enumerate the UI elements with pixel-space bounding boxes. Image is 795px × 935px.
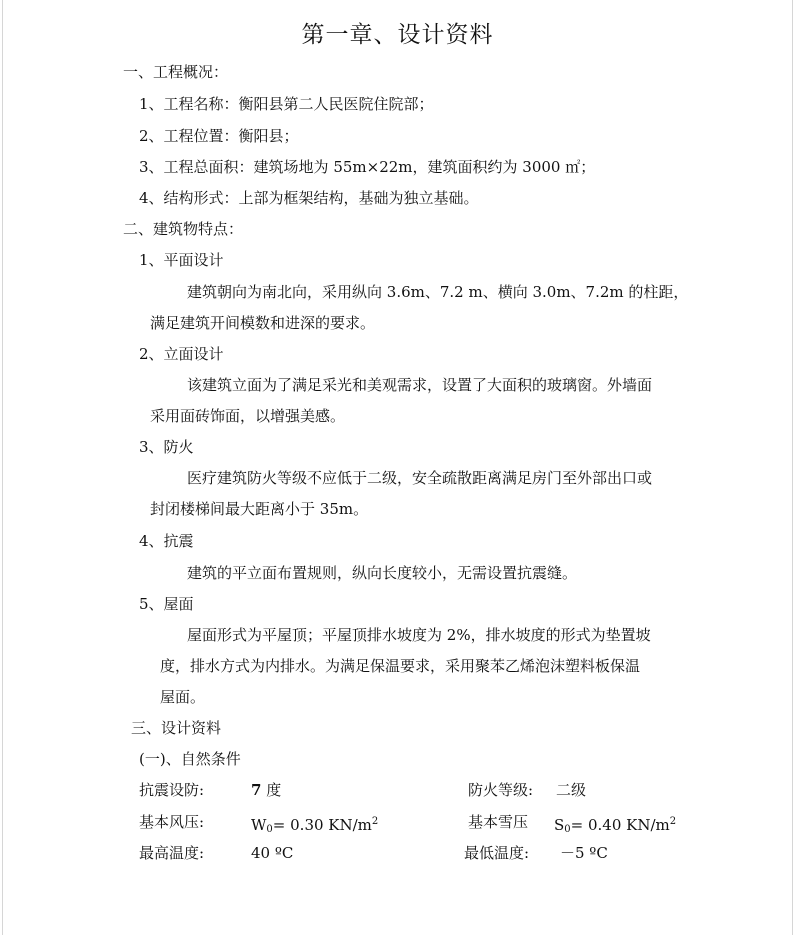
s2-sub1-paragraph-line-2: 满足建筑开间模数和进深的要求。 bbox=[150, 314, 376, 332]
seismic-label: 抗震设防: bbox=[139, 781, 205, 799]
s2-sub5-paragraph-line-1: 屋面形式为平屋顶；平屋顶排水坡度为 2%，排水坡度的形式为垫置坡 bbox=[187, 626, 651, 644]
snow-amount: = 0.40 KN/m bbox=[570, 816, 670, 834]
s2-sub4-heading: 4、抗震 bbox=[139, 532, 194, 550]
snow-subscript: 0 bbox=[564, 824, 571, 835]
snow-pressure-label: 基本雪压 bbox=[468, 813, 529, 831]
s1-item-3: 3、工程总面积：建筑场地为 55m×22m，建筑面积约为 3000 ㎡； bbox=[139, 158, 596, 176]
wind-superscript: 2 bbox=[371, 816, 379, 827]
chapter-title: 第一章、设计资料 bbox=[301, 22, 494, 48]
min-temperature-label: 最低温度: bbox=[464, 844, 530, 862]
s2-sub1-heading: 1、平面设计 bbox=[139, 251, 224, 269]
section-2-heading: 二、建筑物特点： bbox=[123, 220, 244, 238]
s2-sub5-heading: 5、屋面 bbox=[139, 595, 194, 613]
s2-sub4-paragraph-line-1: 建筑的平立面布置规则，纵向长度较小，无需设置抗震缝。 bbox=[187, 564, 578, 582]
section-3-heading: 三、设计资料 bbox=[131, 719, 222, 737]
wind-pressure-label: 基本风压: bbox=[139, 813, 205, 831]
fire-rating-label: 防火等级: bbox=[468, 781, 534, 799]
wind-amount: = 0.30 KN/m bbox=[272, 816, 372, 834]
seismic-unit: 度 bbox=[266, 781, 282, 799]
seismic-value: 7 bbox=[251, 781, 262, 799]
section-1-heading: 一、工程概况： bbox=[123, 63, 229, 81]
s1-item-4: 4、结构形式：上部为框架结构，基础为独立基础。 bbox=[139, 189, 479, 207]
min-temperature-value: －5 ºC bbox=[560, 844, 608, 862]
s2-sub5-paragraph-line-2: 度，排水方式为内排水。为满足保温要求，采用聚苯乙烯泡沫塑料板保温 bbox=[160, 657, 641, 675]
seismic-value-group bbox=[251, 780, 281, 800]
s1-item-1: 1、工程名称：衡阳县第二人民医院住院部； bbox=[139, 95, 434, 113]
s2-sub2-heading: 2、立面设计 bbox=[139, 345, 224, 363]
max-temperature-value: 40 ºC bbox=[251, 844, 294, 862]
snow-pressure-value bbox=[554, 812, 676, 840]
wind-symbol: W bbox=[251, 816, 267, 834]
s1-item-2: 2、工程位置：衡阳县； bbox=[139, 127, 299, 145]
s2-sub2-paragraph-line-2: 采用面砖饰面，以增强美感。 bbox=[150, 407, 346, 425]
s2-sub1-paragraph-line-1: 建筑朝向为南北向，采用纵向 3.6m、7.2 m、横向 3.0m、7.2m 的柱距， bbox=[187, 283, 689, 301]
snow-symbol: S bbox=[554, 816, 565, 834]
max-temperature-label: 最高温度: bbox=[139, 844, 205, 862]
s3-sub1-heading: (一)、自然条件 bbox=[139, 750, 241, 768]
s2-sub3-heading: 3、防火 bbox=[139, 438, 194, 456]
fire-rating-value: 二级 bbox=[556, 781, 587, 799]
s2-sub3-paragraph-line-1: 医疗建筑防火等级不应低于二级，安全疏散距离满足房门至外部出口或 bbox=[187, 469, 653, 487]
snow-superscript: 2 bbox=[669, 816, 677, 827]
s2-sub3-paragraph-line-2: 封闭楼梯间最大距离小于 35m。 bbox=[150, 500, 369, 518]
wind-subscript: 0 bbox=[266, 824, 273, 835]
wind-pressure-value bbox=[251, 812, 378, 840]
s2-sub5-paragraph-line-3: 屋面。 bbox=[160, 688, 206, 706]
s2-sub2-paragraph-line-1: 该建筑立面为了满足采光和美观需求，设置了大面积的玻璃窗。外墙面 bbox=[187, 376, 653, 394]
